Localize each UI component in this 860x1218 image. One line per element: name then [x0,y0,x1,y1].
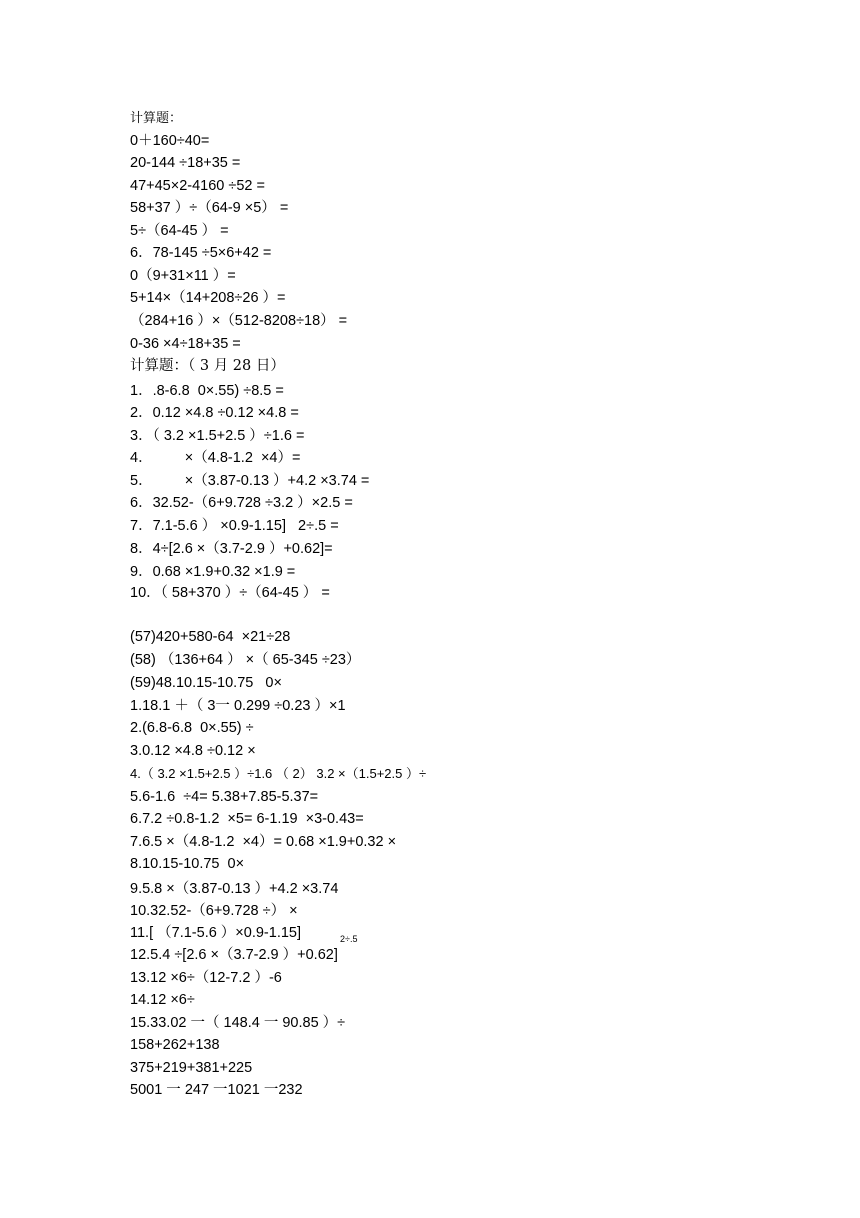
section2-title: 计算题：（ 3 月 28 日） [130,358,285,374]
problem-line: 47+45×2-4160 ÷52 = [130,178,265,194]
problem-line: 1.18.1 ＋（ 3一 0.299 ÷0.23 ）×1 [130,698,346,714]
problem-line: 375+219+381+225 [130,1060,253,1076]
problem-line: (59)48.10.15-10.75 0× [130,675,282,691]
problem-line: 6．32.52-（6+9.728 ÷3.2 ）×2.5 = [130,495,353,511]
problem-line: 5.6-1.6 ÷4= 5.38+7.85-5.37= [130,789,319,805]
problem-line: 10.32.52-（6+9.728 ÷） × [130,903,298,919]
problem-line: 7.6.5 ×（4.8-1.2 ×4）= 0.68 ×1.9+0.32 × [130,834,397,850]
problem-line: 5÷（64-45 ） = [130,223,229,239]
section1-title: 计算题： [130,111,183,126]
problem-line: 8.10.15-10.75 0× [130,856,245,872]
problem-line: 0-36 ×4÷18+35 = [130,336,241,352]
problem-line: 5001 一 247 一1021 一232 [130,1082,303,1098]
problem-line: 1．.8-6.8 0×.55) ÷8.5 = [130,383,284,399]
problem-line: 158+262+138 [130,1037,220,1053]
problem-line: 6．78-145 ÷5×6+42 = [130,245,272,261]
problem-line: 0（9+31×11 ）= [130,268,236,284]
problem-line: (58) （136+64 ） ×（ 65-345 ÷23） [130,652,361,668]
problem-line: 58+37 ）÷（64-9 ×5） = [130,200,289,216]
problem-line: （284+16 ）×（512-8208÷18） = [130,313,348,329]
problem-line: 4． ×（4.8-1.2 ×4）= [130,450,301,466]
problem-line: 5． ×（3.87-0.13 ）+4.2 ×3.74 = [130,473,370,489]
problem-line: 8．4÷[2.6 ×（3.7-2.9 ）+0.62]= [130,541,333,557]
problem-line: 12.5.4 ÷[2.6 ×（3.7-2.9 ）+0.62] [130,947,338,963]
problem-line: 7．7.1-5.6 ） ×0.9-1.15] 2÷.5 = [130,518,339,534]
problem-line: 11.[ （7.1-5.6 ）×0.9-1.15] [130,925,302,941]
problem-line: 3.0.12 ×4.8 ÷0.12 × [130,743,256,759]
problem-line: 9.5.8 ×（3.87-0.13 ）+4.2 ×3.74 [130,881,339,897]
problem-line: 2.(6.8-6.8 0×.55) ÷ [130,720,254,736]
problem-line: 9．0.68 ×1.9+0.32 ×1.9 = [130,564,296,580]
problem-line: 0＋160÷40= [130,133,210,149]
problem-line: (57)420+580-64 ×21÷28 [130,629,291,645]
problem-line: 10．（ 58+370 ）÷（64-45 ） = [130,585,330,601]
problem-line: 3．（ 3.2 ×1.5+2.5 ）÷1.6 = [130,428,305,444]
problem-line: 15.33.02 一（ 148.4 一 90.85 ）÷ [130,1015,346,1031]
problem-line: 5+14×（14+208÷26 ）= [130,290,286,306]
problem-line: 13.12 ×6÷（12-7.2 ）-6 [130,970,282,986]
small-note: 2÷.5 [340,934,358,944]
problem-line: 20-144 ÷18+35 = [130,155,241,171]
problem-line: 6.7.2 ÷0.8-1.2 ×5= 6-1.19 ×3-0.43= [130,811,364,827]
problem-line: 2．0.12 ×4.8 ÷0.12 ×4.8 = [130,405,299,421]
problem-line: 14.12 ×6÷ [130,992,195,1008]
problem-line: 4.（ 3.2 ×1.5+2.5 ）÷1.6 （ 2） 3.2 ×（1.5+2.5 ）÷ [130,766,427,781]
